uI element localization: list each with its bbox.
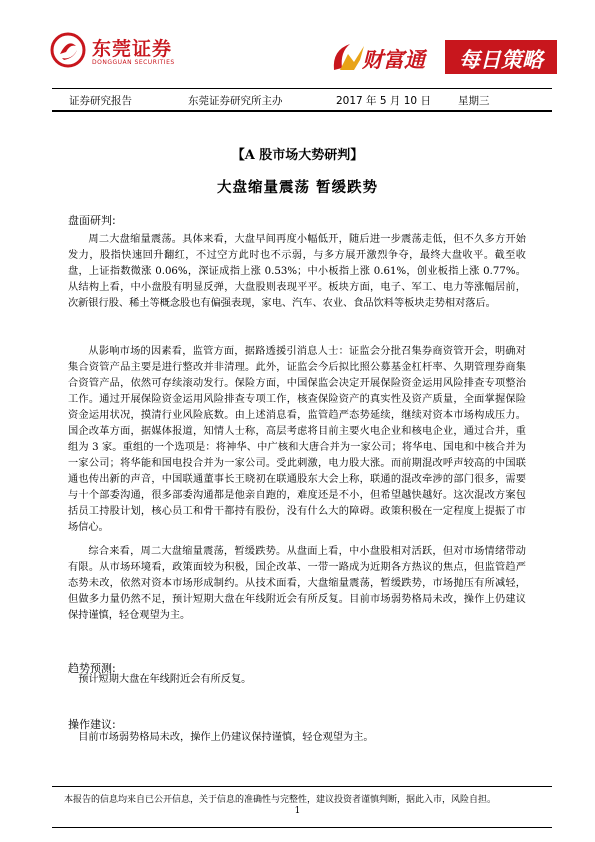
report-weekday: 星期三 — [458, 95, 490, 107]
product-brand: 财富通 — [362, 48, 425, 72]
advice-text: 目前市场弱势格局未改，操作上仍建议保持谨慎，轻仓观望为主。 — [78, 732, 374, 743]
header-rule — [52, 88, 552, 89]
product-name: 每日策略 — [459, 48, 543, 72]
company-logo — [50, 32, 210, 72]
dongguan-securities-logo-icon — [50, 32, 86, 68]
market-review-heading: 盘面研判: — [68, 214, 116, 227]
header-info-bar — [52, 93, 552, 107]
brand-name-en: DONGGUAN SECURITIES — [92, 59, 175, 66]
disclaimer: 本报告的信息均来自已公开信息，关于信息的准确性与完整性，建议投资者谨慎判断，据此入市，风险自担。 — [64, 795, 497, 805]
header-rule — [52, 110, 552, 112]
section-title: 【A 股市场大势研判】 — [231, 148, 364, 163]
advice-heading: 操作建议: — [68, 718, 116, 731]
paragraph: 综合来看，周二大盘缩量震荡，暂缓跌势。从盘面上看，中小盘股相对活跃，但对市场情绪带动有限。从市场环境看，政策面较为积极，国企改革、一带一路成为近期各方热议的焦点，但监管趋严态势未改，依然对资本市场形成制约。从技术面看，大盘缩量震荡，暂缓跌势，市场抛压有所减轻，但做多力量仍然不足，预计短期大盘在年线附近会有所反复。目前市场弱势格局未改，操作上仍建议保持谨慎，轻仓观望为主。 — [68, 546, 526, 621]
report-type: 证券研究报告 — [69, 95, 132, 107]
paragraph: 从影响市场的因素看，监管方面，据路透援引消息人士：证监会分批召集券商资管开会，明确对集合资管产品主要是进行整改并非清理。此外，证监会今后拟比照公募基金杠杆率、久期管理券商集合资管产品，依然可存续滚动发行。保险方面，中国保监会决定开展保险资金运用风险排查专项整治工作。通过开展保险资金运用风险排查专项工作，核查保险资产的真实性及资产质量，全面掌握保险资金运用状况，摸清行业风险底数。由上述消息看，监管趋严态势延续，继续对资本市场构成压力。国企改革方面，据媒体报道，知情人士称，高层考虑将目前主要火电企业和核电企业，通过合并，重组为 3 家。重组的一个选项是：将神华、中广核和大唐合并为一家公司；将华电、国电和中核合并为一家公司；将华能和国电投合并为一家公司。受此刺激，电力股大涨。而前期混改呼声较高的中国联通也传出新的声音，中国联通董事长王晓初在联通股东大会上称，联通的混改牵涉的部门很多，需要与十个部委沟通，很多部委沟通都是他亲自跑的，难度还是不小，但希望越快越好。这次混改方案包括员工持股计划，核心员工和骨干都持有股份，没有什么大的障碍。政策积极在一定程度上提振了市场信心。 — [68, 346, 526, 533]
brand-name-cn: 东莞证券 — [92, 38, 173, 60]
page-title: 大盘缩量震荡 暂缓跌势 — [216, 179, 379, 196]
product-logo — [330, 40, 560, 74]
product-name-box — [445, 40, 557, 74]
trend-text: 预计短期大盘在年线附近会有所反复。 — [78, 674, 252, 685]
report-date: 2017 年 5 月 10 日 — [336, 95, 431, 107]
page-number: 1 — [294, 806, 301, 816]
report-host: 东莞证券研究所主办 — [188, 95, 283, 107]
trend-heading: 趋势预测: — [68, 662, 116, 675]
paragraph: 周二大盘缩量震荡。具体来看，大盘早间再度小幅低开，随后进一步震荡走低，但不久多方开始发力，股指快速回升翻红，不过空方此时也不示弱，与多方展开激烈争夺，最终大盘收平。截至收盘，上证指数微涨 0.06%，深证成指上涨 0.53%；中小板指上涨 0.61%，创业板指上涨 0.77%。从结构上看，中小盘股有明显反弹，大盘股则表现平平。板块方面，电子、军工、电力等涨幅居前，次新银行股、稀土等概念股也有偏强表现，家电、汽车、农业、食品饮料等板块走势相对落后。 — [68, 234, 526, 309]
